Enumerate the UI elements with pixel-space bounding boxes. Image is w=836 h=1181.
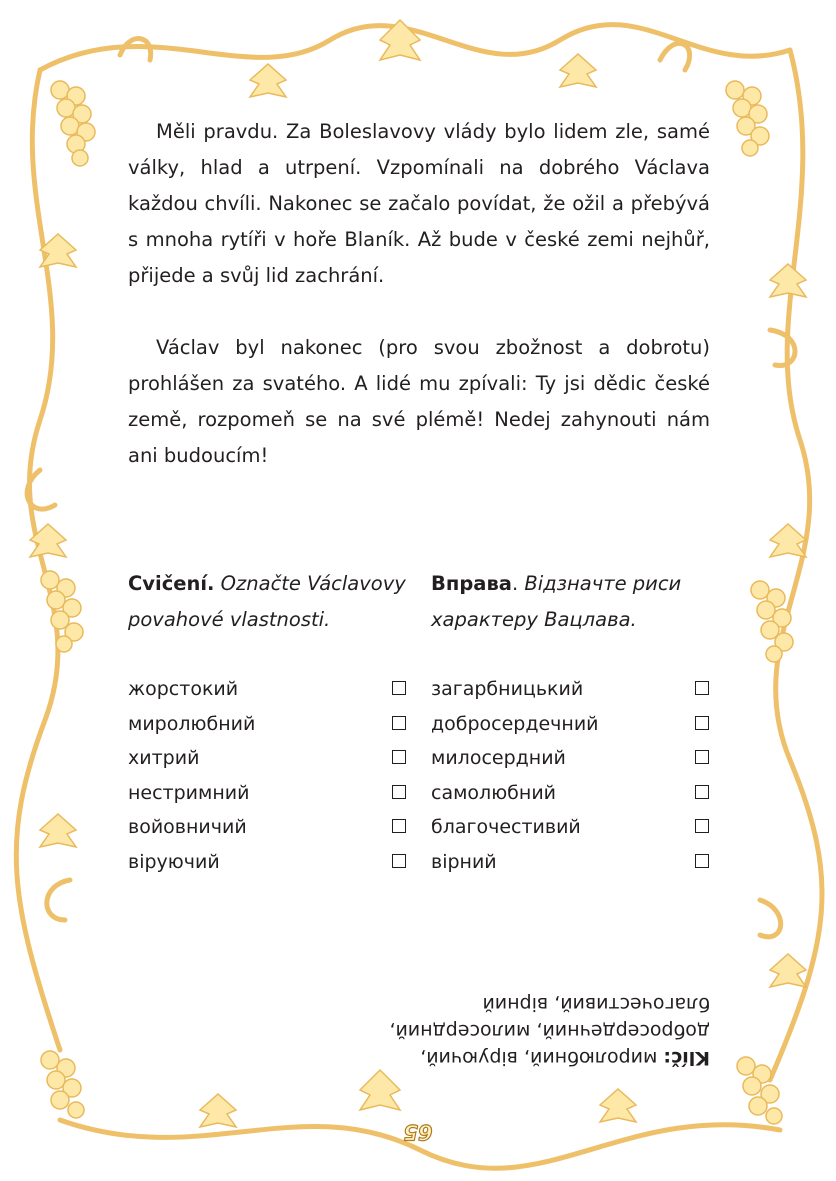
checkbox[interactable] [695,750,709,764]
answer-key [330,990,710,1071]
page-number: 65 [403,1120,433,1144]
exercise-heading-cz [128,566,408,638]
trait-row [431,845,709,880]
trait-row [128,672,406,707]
trait-row [128,810,406,845]
trait-label: милосердний [431,747,566,770]
trait-row [128,845,406,880]
story-text [128,114,710,474]
checkbox[interactable] [695,785,709,799]
exercise-heading-ua: Вправа. Відзначте риси характеру Вацлава. [431,572,682,631]
checkbox[interactable] [695,819,709,833]
trait-row [128,741,406,776]
trait-label: миролюбний [128,712,256,735]
checkbox[interactable] [695,716,709,730]
trait-label: войовничий [128,816,247,839]
trait-label: віруючий [128,850,220,873]
trait-label: вірний [431,850,497,873]
checkbox[interactable] [392,785,406,799]
answer-key-text: миролюбний, віруючий, добросердечний, милосердний, благочестивий, вірний [389,993,710,1069]
checkbox[interactable] [392,681,406,695]
trait-row [431,672,709,707]
trait-row [128,707,406,742]
answer-key-label: Klíč: [663,1047,710,1069]
exercise-task-ua: Відзначте риси характеру Вацлава. [431,572,682,631]
trait-label: нестримний [128,781,250,804]
checkbox[interactable] [392,854,406,868]
checkbox[interactable] [392,750,406,764]
trait-label: жорстокий [128,678,239,700]
trait-list-left [128,672,406,880]
trait-row [431,810,709,845]
checkbox[interactable] [695,854,709,868]
trait-label: самолюбний [431,781,557,804]
exercise-task-cz: Označte Václavovy povahové vlastnosti. [128,572,406,631]
trait-list-right [431,672,709,880]
checkbox[interactable] [695,681,709,695]
trait-label: загарбницький [431,678,584,700]
trait-row [431,776,709,811]
trait-row [128,776,406,811]
story-paragraph-1: Měli pravdu. Za Boleslavovy vlády bylo lidem zle, samé války, hlad a utrpení. Vzpomínali na dobrého Václava každou chvíli. Nakonec se začalo povídat, že ožil a přebývá s mnoha rytíři v hoře Blaník. Až bude v české zemi nejhůř, přijede a svůj lid zachrání. [128,120,710,287]
trait-row [431,741,709,776]
trait-label: добросердечний [431,712,599,735]
exercise-title-ua: Вправа [431,572,512,595]
checkbox[interactable] [392,819,406,833]
trait-label: хитрий [128,747,200,770]
story-paragraph-2: Václav byl nakonec (pro svou zbožnost a dobrotu) prohlášen za svatého. A lidé mu zpívali: Ty jsi dědic české země, rozpomeň se na své plémě! Nedej zahynouti nám ani budoucím! [128,336,710,467]
trait-row [431,707,709,742]
checkbox[interactable] [392,716,406,730]
trait-label: благочестивий [431,816,581,839]
exercise-title-cz: Cvičení. [128,572,215,595]
